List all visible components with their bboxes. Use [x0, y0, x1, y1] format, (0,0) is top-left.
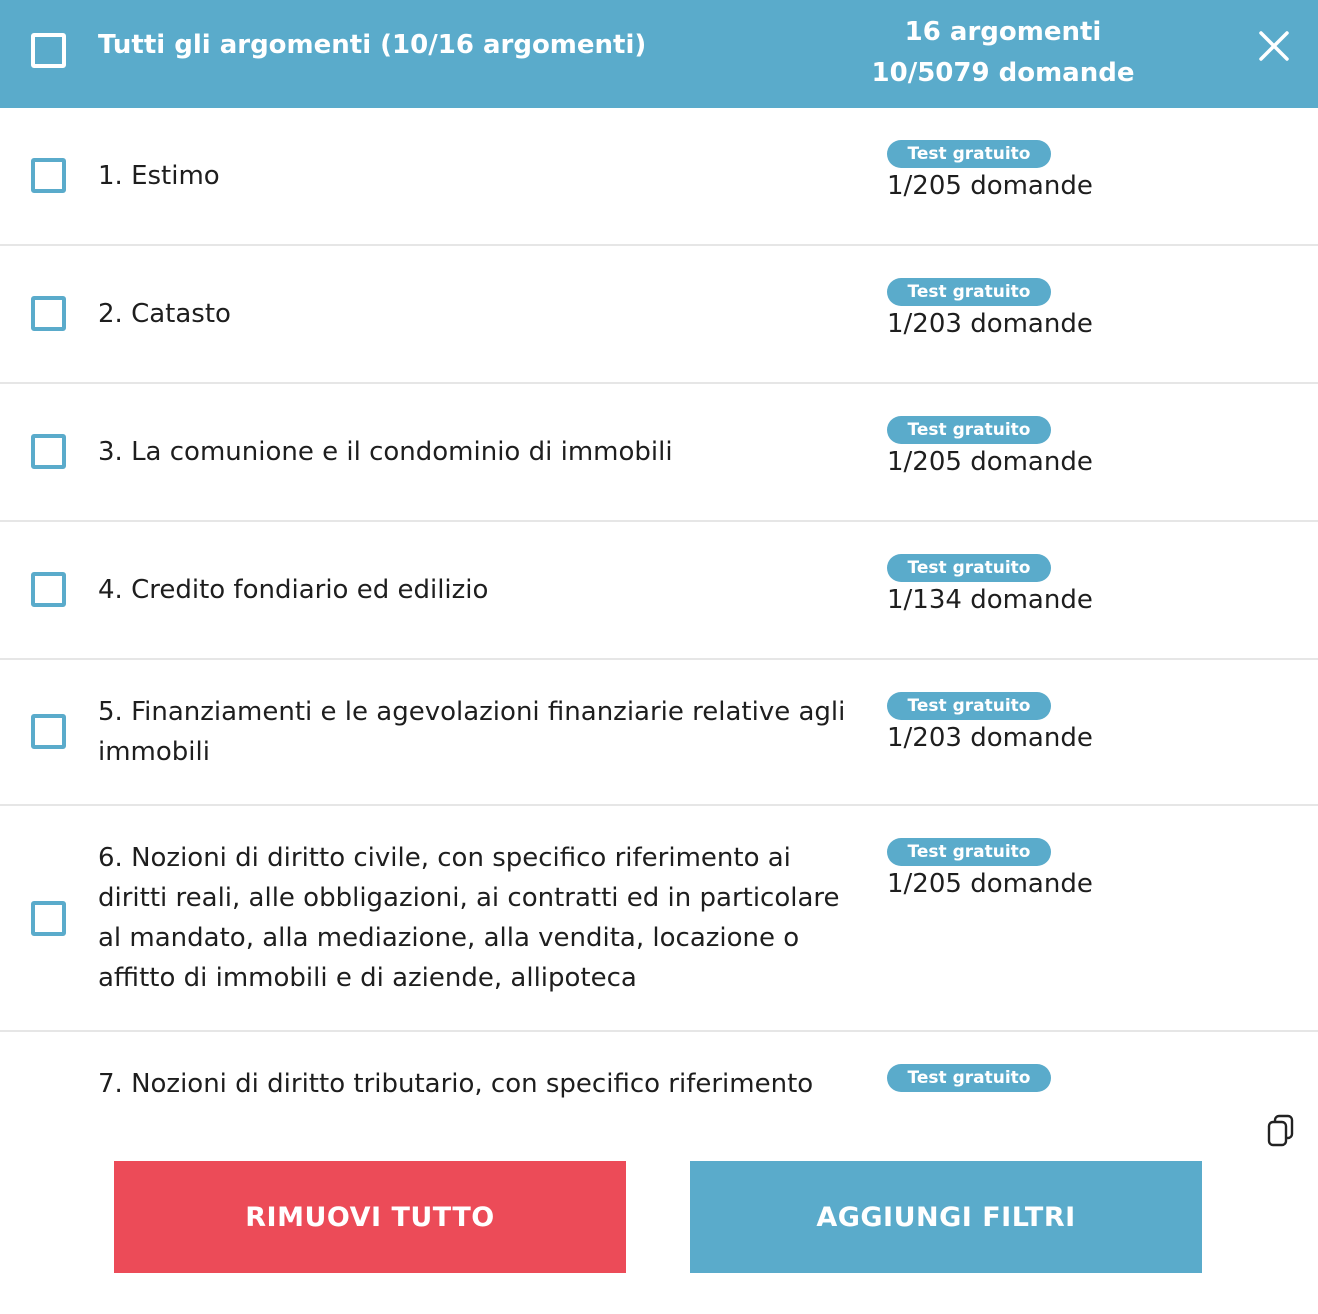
topic-question-count: 1/205 domande — [887, 447, 1093, 477]
copy-button[interactable] — [1266, 1114, 1296, 1148]
topic-question-count: 1/205 domande — [887, 869, 1093, 899]
topic-meta — [887, 554, 1093, 615]
topic-meta — [887, 1064, 1051, 1092]
free-test-badge: Test gratuito — [887, 416, 1051, 444]
topic-row[interactable] — [0, 108, 1318, 246]
topics-count: 16 argomenti — [904, 17, 1102, 47]
topic-label[interactable]: 1. Estimo — [98, 161, 220, 191]
free-test-badge: Test gratuito — [887, 140, 1051, 168]
topic-label[interactable]: 4. Credito fondiario ed edilizio — [98, 575, 489, 605]
topic-label[interactable]: 2. Catasto — [98, 299, 231, 329]
topic-label[interactable]: 6. Nozioni di diritto civile, con specifico riferimento ai diritti reali, alle obbligazioni, ai contratti ed in particolare al mandato, alla mediazione, alla vendita, locazione o affitto di immobili e di aziende, allipoteca — [98, 843, 840, 993]
topic-meta — [887, 278, 1093, 339]
free-test-badge: Test gratuito — [887, 554, 1051, 582]
topic-row[interactable] — [0, 246, 1318, 384]
topic-meta — [887, 838, 1093, 899]
modal-header — [0, 0, 1318, 108]
select-all-label[interactable]: Tutti gli argomenti (10/16 argomenti) — [98, 30, 647, 60]
topic-label[interactable]: 7. Nozioni di diritto tributario, con specifico riferimento — [98, 1069, 814, 1098]
topic-question-count: 1/134 domande — [887, 585, 1093, 615]
topic-question-count: 1/203 domande — [887, 309, 1093, 339]
topic-checkbox[interactable] — [31, 158, 66, 193]
close-button[interactable] — [1252, 24, 1296, 68]
add-filters-button[interactable]: AGGIUNGI FILTRI — [690, 1161, 1202, 1273]
topic-checkbox[interactable] — [31, 572, 66, 607]
topic-label[interactable]: 3. La comunione e il condominio di immobili — [98, 437, 673, 467]
topic-meta — [887, 692, 1093, 753]
topic-label[interactable]: 5. Finanziamenti e le agevolazioni finanziarie relative agli immobili — [98, 697, 846, 767]
free-test-badge: Test gratuito — [887, 692, 1051, 720]
free-test-badge: Test gratuito — [887, 1064, 1051, 1092]
topic-row[interactable] — [0, 660, 1318, 806]
selection-summary — [858, 12, 1148, 94]
topic-checkbox[interactable] — [31, 901, 66, 936]
select-all-checkbox[interactable] — [31, 33, 66, 68]
copy-icon — [1266, 1114, 1296, 1148]
topic-meta — [887, 416, 1093, 477]
topic-row[interactable] — [0, 384, 1318, 522]
topic-checkbox[interactable] — [31, 296, 66, 331]
topic-question-count: 1/203 domande — [887, 723, 1093, 753]
topic-meta — [887, 140, 1093, 201]
remove-all-button[interactable]: RIMUOVI TUTTO — [114, 1161, 626, 1273]
topic-checkbox[interactable] — [31, 714, 66, 749]
close-icon — [1252, 24, 1296, 68]
topic-row[interactable] — [0, 522, 1318, 660]
free-test-badge: Test gratuito — [887, 278, 1051, 306]
topics-list[interactable] — [0, 108, 1318, 1098]
free-test-badge: Test gratuito — [887, 838, 1051, 866]
topic-checkbox[interactable] — [31, 434, 66, 469]
topic-row[interactable] — [0, 1032, 1318, 1098]
topic-row[interactable] — [0, 806, 1318, 1032]
questions-count: 10/5079 domande — [871, 58, 1135, 88]
topic-question-count: 1/205 domande — [887, 171, 1093, 201]
